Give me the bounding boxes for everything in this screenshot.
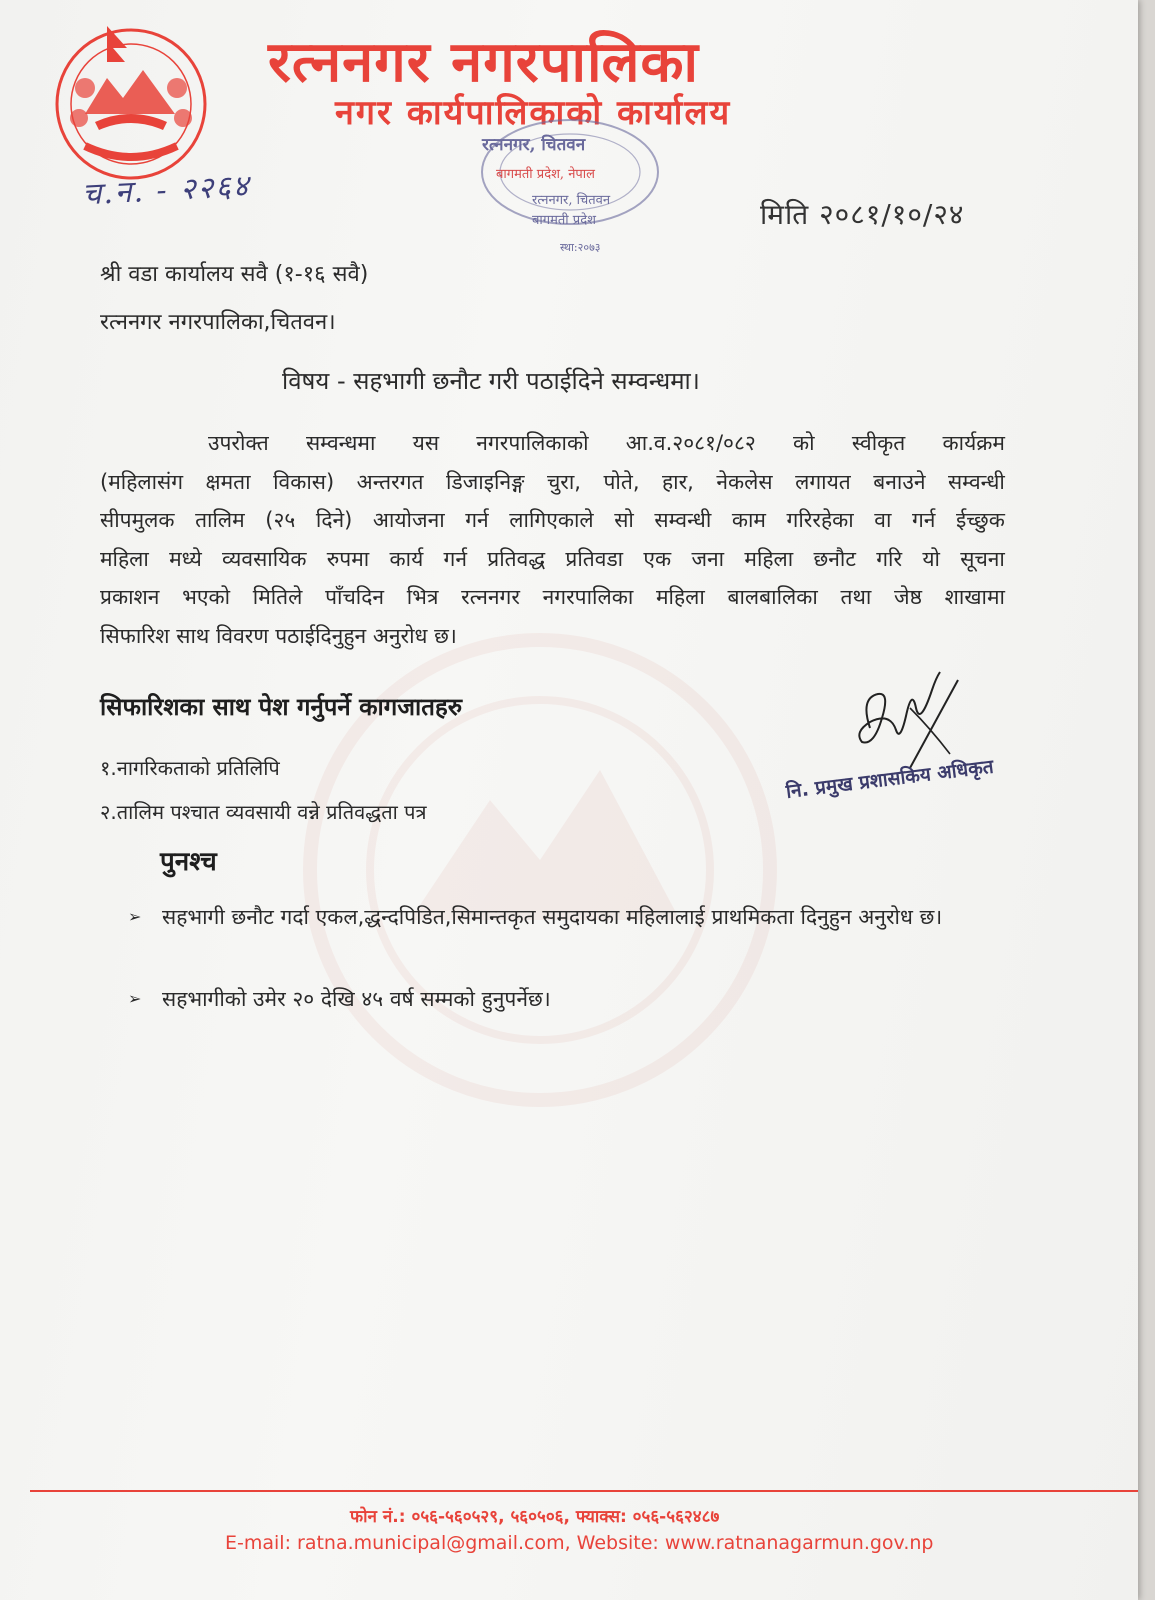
signer-designation: नि. प्रमुख प्रशासकिय अधिकृत	[784, 755, 995, 803]
stamp-line-3: रत्ननगर, चितवन	[532, 193, 611, 208]
body-line-4: महिला मध्ये व्यवसायिक रुपमा कार्य गर्न प्रतिवद्ध प्रतिवडा एक जना महिला छनौट गरि यो सूचना	[100, 546, 1005, 571]
arrow-bullet-icon: ➢	[128, 989, 142, 1008]
documents-heading: सिफारिशका साथ पेश गर्नुपर्ने कागजातहरु	[100, 693, 463, 721]
letter-date: मिति २०८१/१०/२४	[760, 198, 965, 231]
postscript-item-2-text: सहभागीको उमेर २० देखि ४५ वर्ष सम्मको हुनुपर्नेछ।	[162, 987, 551, 1011]
office-stamp	[470, 110, 685, 270]
postscript-item-1	[128, 896, 1008, 938]
recipient-line-2: रत्ननगर नगरपालिका,चितवन।	[100, 310, 336, 335]
document-item-2: २.तालिम पश्चात व्यवसायी वन्ने प्रतिवद्धता पत्र	[100, 800, 427, 824]
letter-body	[100, 424, 1005, 655]
reference-number: च.न. - २२६४	[81, 168, 252, 213]
footer-divider	[30, 1490, 1138, 1492]
body-line-2: (महिलासंग क्षमता विकास) अन्तरगत डिजाइनिङ्ग चुरा, पोते, हार, नेकलेस लगायत बनाउने सम्वन्धी	[100, 469, 1005, 494]
body-line-1: उपरोक्त सम्वन्धमा यस नगरपालिकाको आ.व.२०८१/०८२ को स्वीकृत कार्यक्रम	[208, 431, 1005, 455]
body-line-5: प्रकाशन भएको मितिले पाँचदिन भित्र रत्ननगर नगरपालिका महिला बालबालिका तथा जेष्ठ शाखामा	[100, 585, 1005, 609]
stamp-line-5: स्था:२०७३	[560, 241, 601, 254]
postscript-item-2	[128, 978, 1008, 1020]
recipient-line-1: श्री वडा कार्यालय सवै (१-१६ सवै)	[100, 262, 369, 287]
body-line-3: सीपमुलक तालिम (२५ दिने) आयोजना गर्न लागिएकाले सो सम्वन्धी काम गरिरहेका वा गर्न ईच्छुक	[100, 508, 1005, 532]
arrow-bullet-icon: ➢	[128, 907, 142, 926]
postscript-heading: पुनश्च	[160, 847, 217, 877]
body-line-6: सिफारिश साथ विवरण पठाईदिनुहुन अनुरोध छ।	[100, 623, 457, 648]
stamp-line-1: रत्ननगर, चितवन	[482, 135, 586, 155]
stamp-line-4: बागमती प्रदेश	[532, 213, 596, 228]
footer-phone: फोन नं.: ०५६-५६०५२९, ५६०५०६, फ्याक्स: ०५६-५६२४८७	[350, 1507, 720, 1527]
organization-name: रत्ननगर नगरपालिका	[268, 30, 699, 95]
footer-email: E-mail: ratna.municipal@gmail.com, Website: www.ratnanagarmun.gov.np	[225, 1532, 934, 1554]
nepal-emblem-icon	[45, 18, 217, 183]
document-item-1: १.नागरिकताको प्रतिलिपि	[100, 756, 280, 780]
office-name: नगर कार्यपालिकाको कार्यालय	[335, 93, 732, 133]
postscript-item-1-text: सहभागी छनौट गर्दा एकल,द्धन्दपिडित,सिमान्तकृत समुदायका महिलालाई प्राथमिकता दिनुहुन अनुरोध छ।	[162, 905, 943, 929]
letter-subject: विषय - सहभागी छनौट गरी पठाईदिने सम्वन्धमा।	[282, 367, 700, 395]
stamp-line-2: बागमती प्रदेश, नेपाल	[496, 167, 595, 182]
